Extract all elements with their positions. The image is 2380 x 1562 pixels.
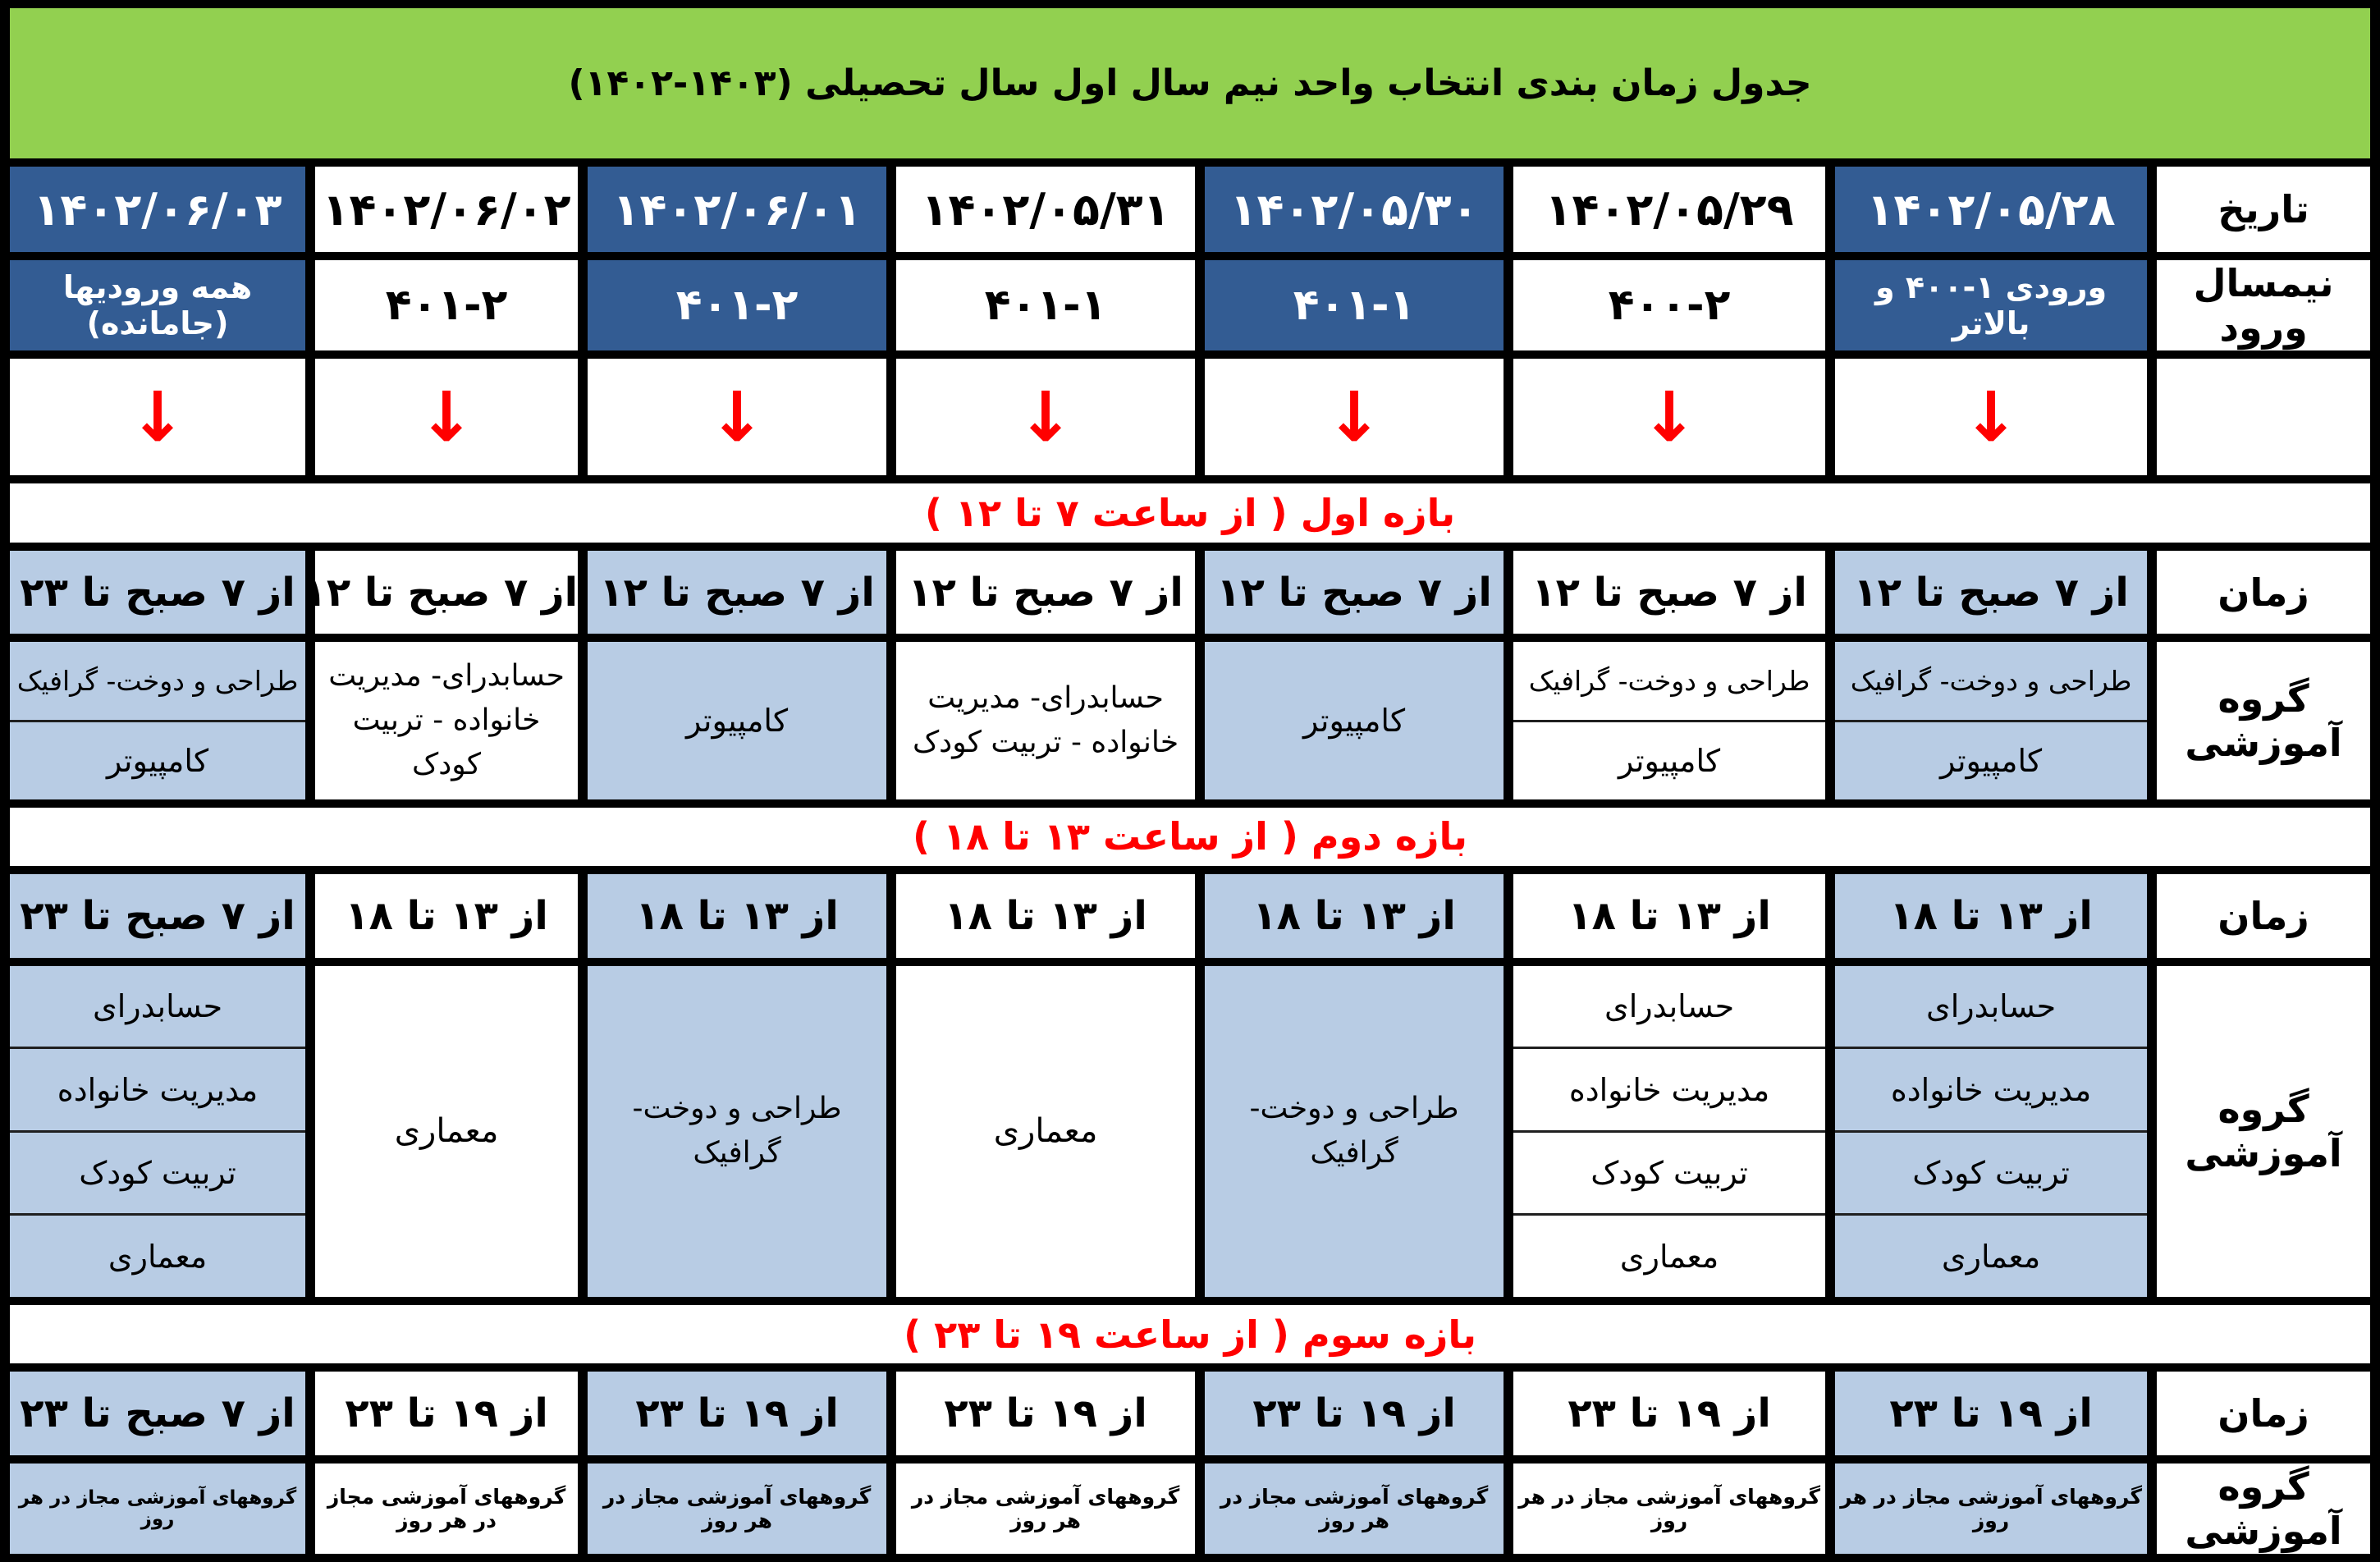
- entry-3: ۴۰۱-۱: [1205, 260, 1504, 350]
- p2-g1-accounting: حسابدرای: [1925, 988, 2057, 1025]
- period-1-heading: بازه اول ( از ساعت ۷ تا ۱۲ ): [10, 483, 2370, 542]
- p1-group-1: [1835, 642, 2147, 799]
- date-1: ۱۴۰۲/۰۵/۲۸: [1835, 167, 2147, 252]
- p2-group-4: معماری: [896, 966, 1195, 1297]
- p2-time-1: از ۱۳ تا ۱۸: [1835, 874, 2147, 958]
- p3-group-1: گروههای آموزشی مجاز در هر روز: [1835, 1464, 2147, 1554]
- p3-time-1: از ۱۹ تا ۲۳: [1835, 1372, 2147, 1455]
- p1-group-4: حسابدرای- مدیریت خانواده - تربیت کودک: [896, 642, 1195, 799]
- p2-group-2: [1513, 966, 1825, 1297]
- label-date: تاریخ: [2157, 167, 2370, 252]
- arrow-down-icon: ↓: [128, 377, 187, 458]
- p1-time-6: از ۷ صبح تا ۱۲: [315, 551, 578, 634]
- p1-g7-computer: کامپیوتر: [10, 720, 305, 799]
- p2-g2-accounting: حسابدرای: [1604, 988, 1735, 1025]
- p3-group-3: گروههای آموزشی مجاز در هر روز: [1205, 1464, 1504, 1554]
- p2-group-6: معماری: [315, 966, 578, 1297]
- entry-6: ۴۰۱-۲: [315, 260, 578, 350]
- label-group-2: گروه آموزشی: [2157, 966, 2370, 1297]
- p2-g2-architecture: معماری: [1513, 1213, 1825, 1297]
- p3-time-3: از ۱۹ تا ۲۳: [1205, 1372, 1504, 1455]
- p3-time-2: از ۱۹ تا ۲۳: [1513, 1372, 1825, 1455]
- p2-time-4: از ۱۳ تا ۱۸: [896, 874, 1195, 958]
- arrow-cell-5: [588, 359, 886, 476]
- page-title: جدول زمان بندی انتخاب واحد نیم سال اول سال تحصیلی (۱۴۰۳-۱۴۰۲): [10, 8, 2370, 158]
- p2-time-6: از ۱۳ تا ۱۸: [315, 874, 578, 958]
- p1-group-7: [10, 642, 305, 799]
- p1-time-4: از ۷ صبح تا ۱۲: [896, 551, 1195, 634]
- date-2: ۱۴۰۲/۰۵/۲۹: [1513, 167, 1825, 252]
- p3-group-5: گروههای آموزشی مجاز در هر روز: [588, 1464, 886, 1554]
- p3-time-6: از ۱۹ تا ۲۳: [315, 1372, 578, 1455]
- p3-time-7: از ۷ صبح تا ۲۳: [10, 1372, 305, 1455]
- p2-g7-child: تربیت کودک: [10, 1130, 305, 1214]
- arrow-down-icon: ↓: [1961, 377, 2021, 458]
- p2-time-7: از ۷ صبح تا ۲۳: [10, 874, 305, 958]
- arrow-cell-4: [896, 359, 1195, 476]
- p3-time-5: از ۱۹ تا ۲۳: [588, 1372, 886, 1455]
- p1-group-2: [1513, 642, 1825, 799]
- date-4: ۱۴۰۲/۰۵/۳۱: [896, 167, 1195, 252]
- p3-group-4: گروههای آموزشی مجاز در هر روز: [896, 1464, 1195, 1554]
- entry-4: ۴۰۱-۱: [896, 260, 1195, 350]
- p1-g1-computer: کامپیوتر: [1835, 720, 2147, 799]
- arrow-cell-2: [1513, 359, 1825, 476]
- p2-group-3: طراحی و دوخت- گرافیک: [1205, 966, 1504, 1297]
- p1-group-5: کامپیوتر: [588, 642, 886, 799]
- p2-time-5: از ۱۳ تا ۱۸: [588, 874, 886, 958]
- p1-time-1: از ۷ صبح تا ۱۲: [1835, 551, 2147, 634]
- p2-g7-architecture: معماری: [10, 1213, 305, 1297]
- p1-time-3: از ۷ صبح تا ۱۲: [1205, 551, 1504, 634]
- date-3: ۱۴۰۲/۰۵/۳۰: [1205, 167, 1504, 252]
- label-entry: نیمسال ورود: [2157, 260, 2370, 350]
- arrow-cell-7: [10, 359, 305, 476]
- date-6: ۱۴۰۲/۰۶/۰۲: [315, 167, 578, 252]
- label-time-2: زمان: [2157, 874, 2370, 958]
- label-group-3: گروه آموزشی: [2157, 1464, 2370, 1554]
- p1-g7-design: طراحی و دوخت- گرافیک: [16, 665, 299, 698]
- p2-time-3: از ۱۳ تا ۱۸: [1205, 874, 1504, 958]
- p1-g1-design: طراحی و دوخت- گرافیک: [1850, 665, 2132, 698]
- p1-g2-computer: کامپیوتر: [1513, 720, 1825, 799]
- arrow-cell-1: [1835, 359, 2147, 476]
- p1-time-2: از ۷ صبح تا ۱۲: [1513, 551, 1825, 634]
- label-group-1: گروه آموزشی: [2157, 642, 2370, 799]
- p1-group-6: حسابدرای- مدیریت خانواده - تربیت کودک: [315, 642, 578, 799]
- arrow-down-icon: ↓: [1325, 377, 1384, 458]
- entry-2: ۴۰۰-۲: [1513, 260, 1825, 350]
- entry-1: ورودی ۱-۴۰۰ و بالاتر: [1835, 260, 2147, 350]
- period-2-heading: بازه دوم ( از ساعت ۱۳ تا ۱۸ ): [10, 808, 2370, 866]
- arrow-down-icon: ↓: [417, 377, 476, 458]
- p2-time-2: از ۱۳ تا ۱۸: [1513, 874, 1825, 958]
- date-5: ۱۴۰۲/۰۶/۰۱: [588, 167, 886, 252]
- arrow-label-spacer: [2157, 359, 2370, 476]
- p2-group-5: طراحی و دوخت- گرافیک: [588, 966, 886, 1297]
- p3-group-2: گروههای آموزشی مجاز در هر روز: [1513, 1464, 1825, 1554]
- p2-group-7: [10, 966, 305, 1297]
- label-time-3: زمان: [2157, 1372, 2370, 1455]
- label-time-1: زمان: [2157, 551, 2370, 634]
- arrow-down-icon: ↓: [1016, 377, 1075, 458]
- p2-group-1: [1835, 966, 2147, 1297]
- entry-7: همه ورودیها (جامانده): [10, 260, 305, 350]
- p1-group-3: کامپیوتر: [1205, 642, 1504, 799]
- arrow-cell-3: [1205, 359, 1504, 476]
- p2-g2-family: مدیریت خانواده: [1513, 1047, 1825, 1130]
- arrow-down-icon: ↓: [707, 377, 767, 458]
- p3-group-7: گروههای آموزشی مجاز در هر روز: [10, 1464, 305, 1554]
- entry-5: ۴۰۱-۲: [588, 260, 886, 350]
- p3-group-6: گروههای آموزشی مجاز در هر روز: [315, 1464, 578, 1554]
- p2-g7-accounting: حسابدرای: [92, 988, 223, 1025]
- arrow-down-icon: ↓: [1640, 377, 1699, 458]
- p1-g2-design: طراحی و دوخت- گرافیک: [1528, 665, 1810, 698]
- date-7: ۱۴۰۲/۰۶/۰۳: [10, 167, 305, 252]
- p3-time-4: از ۱۹ تا ۲۳: [896, 1372, 1195, 1455]
- p2-g2-child: تربیت کودک: [1513, 1130, 1825, 1214]
- p2-g1-child: تربیت کودک: [1835, 1130, 2147, 1214]
- p2-g1-family: مدیریت خانواده: [1835, 1047, 2147, 1130]
- p1-time-7: از ۷ صبح تا ۲۳: [10, 551, 305, 634]
- arrow-cell-6: [315, 359, 578, 476]
- p2-g7-family: مدیریت خانواده: [10, 1047, 305, 1130]
- p1-time-5: از ۷ صبح تا ۱۲: [588, 551, 886, 634]
- period-3-heading: بازه سوم ( از ساعت ۱۹ تا ۲۳ ): [10, 1305, 2370, 1363]
- p2-g1-architecture: معماری: [1835, 1213, 2147, 1297]
